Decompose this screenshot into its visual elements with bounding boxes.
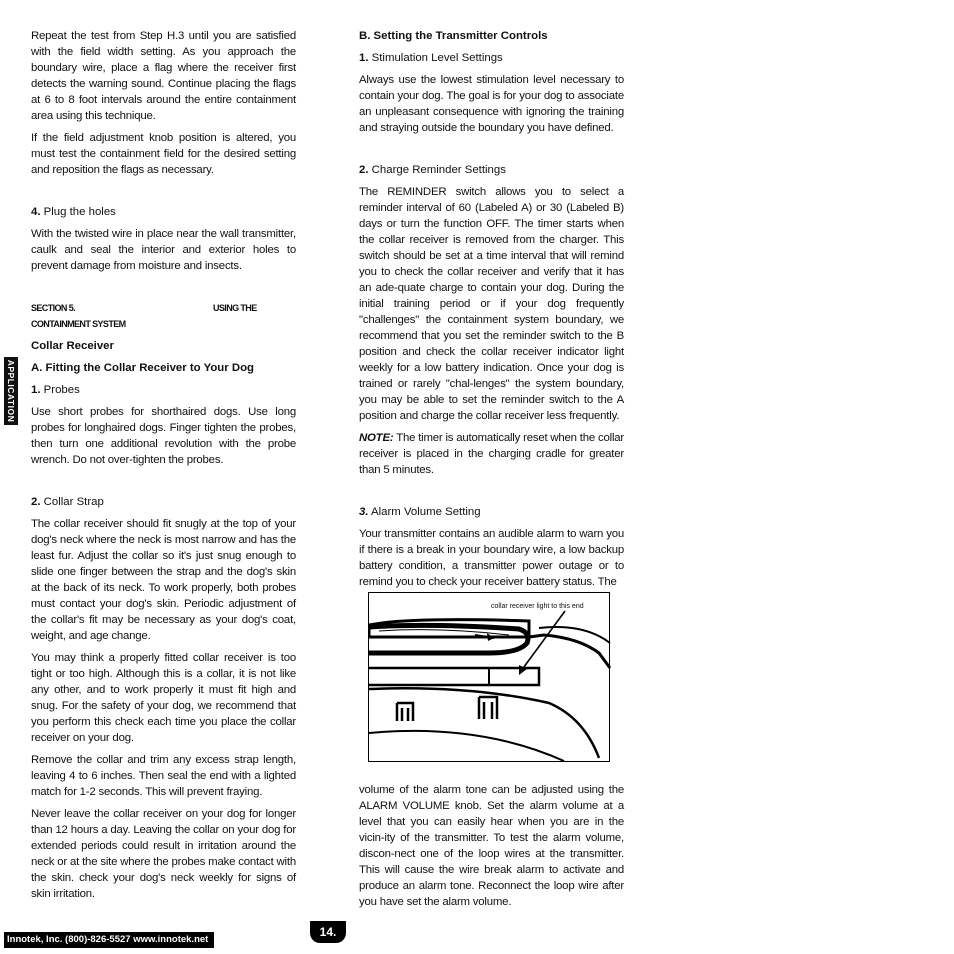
alarm-number: 3. — [359, 506, 369, 518]
strap-paragraph-1: The collar receiver should fit snugly at the top of your dog's neck where the neck is most narrow and has the least fur. Adjust the collar so it's just snug enough to slide one finger between the strap and the dog's skin at the back of its neck. To work properly, both probes must contact your dog's skin. Periodic adjustment of the collar's fit may be necessary as your dog's coat, weight, and age change. — [31, 518, 296, 642]
probes-title: Probes — [43, 384, 80, 396]
page-number: 14. — [310, 921, 346, 943]
note-paragraph — [359, 430, 624, 478]
section-title-line-2 — [31, 316, 296, 332]
charge-reminder-title: Charge Reminder Settings — [371, 164, 506, 176]
strap-number: 2. — [31, 496, 41, 508]
section-heading — [31, 300, 296, 316]
section-label: SECTION 5. — [31, 303, 76, 313]
step-4-title: Plug the holes — [43, 206, 116, 218]
collar-receiver-heading: Collar Receiver — [31, 340, 114, 352]
alarm-continuation — [359, 782, 624, 916]
charge-reminder-number: 2. — [359, 164, 369, 176]
note-text: The timer is automatically reset when the collar receiver is placed in the charging cradle for greater than 5 minutes. — [359, 432, 624, 476]
intro-paragraph-2: If the field adjustment knob position is altered, you must test the containment field for the desired setting and reposition the flags as necessary. — [31, 132, 296, 176]
alarm-title: Alarm Volume Setting — [371, 506, 481, 518]
step-4-text: With the twisted wire in place near the wall transmitter, caulk and seal the interior and exterior holes to prevent damage from moisture and insects. — [31, 228, 296, 272]
transmitter-controls-heading: B. Setting the Transmitter Controls — [359, 30, 548, 42]
stimulation-heading — [359, 50, 624, 66]
application-side-tab — [4, 357, 18, 425]
charge-reminder-heading — [359, 162, 624, 178]
intro-paragraph-1: Repeat the test from Step H.3 until you are satisfied with the field width setting. As you approach the boundary wire, place a flag where the receiver first detects the warning sound. Continue placing the flags at 6 to 8 foot intervals around the entire containment area using this technique. — [31, 30, 296, 122]
left-column — [31, 28, 296, 908]
figure-caption: collar receiver light to this end — [491, 603, 584, 610]
alarm-heading — [359, 504, 624, 520]
collar-receiver-figure — [368, 592, 610, 762]
step-4-heading — [31, 204, 296, 220]
footer-contact: Innotek, Inc. (800)-826-5527 www.innotek.net — [4, 932, 214, 948]
alarm-paragraph-2: volume of the alarm tone can be adjusted using the ALARM VOLUME knob. Set the alarm volume at a level that you can easily hear when you are in the vicin-ity of the transmitter. To test the alarm volume, discon-nect one of the loop wires at the transmitter. This will cause the wire break alarm to activate and produce an alarm tone. Reconnect the loop wire after you have set the alarm volume. — [359, 784, 624, 908]
stimulation-number: 1. — [359, 52, 369, 64]
right-column — [359, 28, 624, 596]
charge-reminder-text: The REMINDER switch allows you to select a reminder interval of 60 (Labeled A) or 30 (Labeled B) days or turn the function OFF. The timer starts when the collar receiver is removed from the charger. This switch should be set at a time interval that will remind you to check the collar receiver and verify that it has an ade-quate charge to contain your dog. During the initial training period or if your dog frequently "challenges" the containment system boundary, we recommend that you set the reminder switch to the B position and check the collar receiver indicator light weekly for a low battery indication. Once your dog is trained or rarely "chal-lenges" the system boundary, you may be able to set the reminder switch to the A position and charge the collar receiver less frequently. — [359, 186, 624, 422]
probes-number: 1. — [31, 384, 41, 396]
strap-paragraph-3: Remove the collar and trim any excess strap length, leaving 4 to 6 inches. Then seal the end with a lighted match for 1-2 seconds. This will prevent fraying. — [31, 754, 296, 798]
strap-title: Collar Strap — [43, 496, 104, 508]
note-label: NOTE: — [359, 432, 394, 444]
alarm-paragraph-1: Your transmitter contains an audible alarm to warn you if there is a break in your boundary wire, a low backup battery condition, a transmitter power outage or to remind you to check your receiver battery status. The — [359, 528, 624, 588]
stimulation-title: Stimulation Level Settings — [371, 52, 503, 64]
step-4-number: 4. — [31, 206, 41, 218]
section-title-b: CONTAINMENT SYSTEM — [31, 319, 126, 329]
stimulation-text: Always use the lowest stimulation level necessary to contain your dog. The goal is for your dog to associate an unpleasant consequence with ignoring the training and straying outside the boundary you have defined. — [359, 74, 624, 134]
strap-paragraph-2: You may think a properly fitted collar receiver is too tight or too high. Although this is a collar, it is not like any other, and to work properly it must fit high and snug. For the safety of your dog, we recommend that you perform this check each time you place the collar receiver on your dog. — [31, 652, 296, 744]
probes-text: Use short probes for shorthaired dogs. Use long probes for longhaired dogs. Finger tighten the probes, then turn one additional revolution with the probe wrench. Do not over-tighten the probes. — [31, 406, 296, 466]
probes-heading — [31, 382, 296, 398]
side-tab-label: APPLICATION — [6, 359, 16, 423]
section-title-a: USING THE — [213, 303, 257, 313]
fitting-heading: A. Fitting the Collar Receiver to Your Dog — [31, 362, 254, 374]
strap-heading — [31, 494, 296, 510]
strap-paragraph-4: Never leave the collar receiver on your dog for longer than 12 hours a day. Leaving the collar on your dog for extended periods could result in irritation around the neck or at the site where the probes make contact with the skin. check your dog's neck weekly for signs of skin irritation. — [31, 808, 296, 900]
collar-receiver-illustration — [369, 593, 611, 763]
